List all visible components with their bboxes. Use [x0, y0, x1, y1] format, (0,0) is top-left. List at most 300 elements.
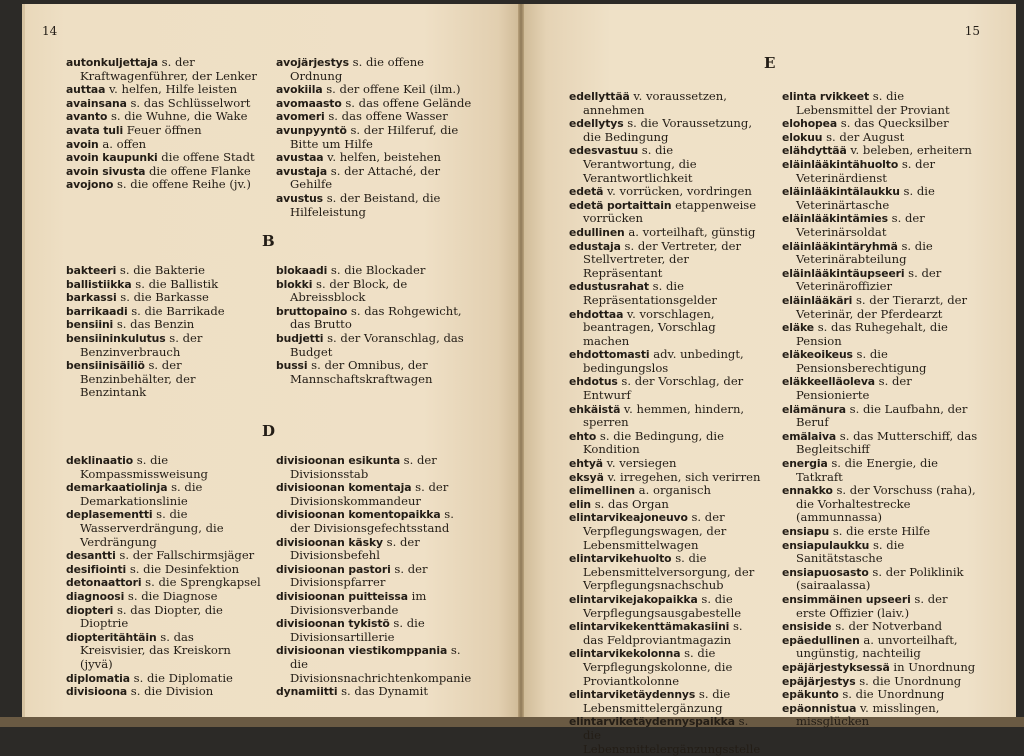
- definition: s. der Verpflegungswagen, der Lebensmittelwagen: [583, 510, 727, 552]
- dictionary-entry: [276, 644, 472, 685]
- dictionary-column: [66, 264, 262, 400]
- headword: bensiini: [66, 318, 114, 332]
- headword: eläinlääkäri: [782, 293, 853, 307]
- definition: s. der offene Keil (ilm.): [322, 82, 461, 97]
- headword: auttaa: [66, 83, 106, 97]
- headword: budjetti: [276, 331, 324, 345]
- headword: ehdotus: [569, 375, 618, 389]
- definition: s. der Benzinverbrauch: [80, 330, 203, 359]
- definition: s. das Dynamit: [337, 684, 428, 699]
- definition: s. das offene Wasser: [324, 109, 448, 124]
- definition: Feuer öffnen: [123, 122, 202, 137]
- headword: edesvastuu: [569, 144, 639, 158]
- section-letter: E: [764, 54, 776, 72]
- headword: elinta rvikkeet: [782, 90, 870, 103]
- headword: elintarvikeajoneuvo: [569, 511, 688, 525]
- headword: ensiapuosasto: [782, 565, 869, 579]
- definition: s. die Verpflegungskolonne, die Proviantkolonne: [583, 646, 733, 688]
- dictionary-entry: [276, 508, 472, 535]
- dictionary-entry: [276, 264, 472, 278]
- dictionary-entry: [276, 454, 472, 481]
- dictionary-entry: [276, 332, 472, 359]
- definition: s. die Energie, die Tatkraft: [796, 456, 939, 484]
- definition: s. die Divisionsartillerie: [290, 616, 425, 644]
- headword: bruttopaino: [276, 304, 348, 318]
- dictionary-entry: [782, 144, 978, 158]
- dictionary-entry: [276, 563, 472, 590]
- definition: s. der Pensionierte: [796, 374, 912, 403]
- definition: s. die Sprengkapsel: [141, 575, 261, 590]
- headword: divisioonan viestikomppania: [276, 644, 448, 658]
- headword: ehtyä: [569, 457, 603, 471]
- dictionary-entry: [66, 563, 262, 577]
- dictionary-entry: [569, 498, 765, 512]
- dictionary-entry: [569, 280, 765, 307]
- definition: s. der Tierarzt, der Veterinär, der Pferdearzt: [796, 292, 968, 321]
- dictionary-entry: [569, 647, 765, 688]
- dictionary-entry: [276, 278, 472, 305]
- headword: edetä portaittain: [569, 198, 672, 212]
- definition: s. der Attaché, der Gehilfe: [290, 163, 441, 192]
- definition: s. die Demarkationslinie: [80, 480, 203, 508]
- dictionary-entry: [569, 375, 765, 402]
- headword: ehdottaa: [569, 307, 624, 321]
- definition: s. die Blockader: [327, 263, 426, 277]
- dictionary-entry: [569, 199, 765, 226]
- headword: ensiapulaukku: [782, 538, 870, 552]
- dictionary-entry: [66, 138, 262, 152]
- dictionary-entry: [569, 185, 765, 199]
- definition: s. die Voraussetzung, die Bedingung: [583, 116, 753, 144]
- headword: diagnoosi: [66, 589, 125, 603]
- dictionary-entry: [66, 151, 262, 165]
- dictionary-entry: [782, 688, 978, 702]
- headword: epäonnistua: [782, 701, 857, 715]
- headword: deplasementti: [66, 508, 153, 522]
- headword: elintarvikehuolto: [569, 552, 672, 566]
- definition: a. vorteilhaft, günstig: [624, 224, 756, 239]
- headword: edustusrahat: [569, 280, 649, 294]
- dictionary-entry: [782, 294, 978, 321]
- headword: diopteri: [66, 603, 114, 617]
- definition: v. voraussetzen, annehmen: [583, 89, 727, 117]
- definition: s. der Vertreter, der Stellvertreter, der Repräsentant: [583, 238, 742, 280]
- headword: ensiapu: [782, 525, 830, 538]
- headword: avainsana: [66, 96, 127, 110]
- dictionary-entry: [782, 457, 978, 484]
- headword: elimellinen: [569, 484, 635, 498]
- definition: v. versiegen: [603, 456, 677, 471]
- dictionary-column: [782, 90, 978, 729]
- definition: s. der Fallschirmsjäger: [115, 548, 255, 563]
- definition: s. der Hilferuf, die Bitte um Hilfe: [290, 122, 459, 151]
- definition: s. das Benzin: [113, 317, 195, 332]
- definition: s. die Diagnose: [124, 588, 218, 603]
- headword: eläkeoikeus: [782, 348, 853, 362]
- headword: deklinaatio: [66, 454, 134, 467]
- headword: eläkkeelläoleva: [782, 375, 875, 389]
- headword: divisioonan pastori: [276, 562, 391, 576]
- headword: diopteritähtäin: [66, 630, 157, 644]
- headword: demarkaatiolinja: [66, 481, 168, 495]
- definition: s. der Vorschlag, der Entwurf: [583, 374, 744, 403]
- definition: s. der Veterinärdienst: [796, 156, 935, 185]
- headword: diplomatia: [66, 671, 130, 685]
- headword: avojärjestys: [276, 56, 349, 69]
- definition: s. der Beistand, die Hilfeleistung: [290, 190, 441, 219]
- page-number-left: 14: [42, 24, 58, 38]
- dictionary-column: [276, 264, 472, 386]
- dictionary-entry: [782, 403, 978, 430]
- headword: avomaasto: [276, 96, 342, 110]
- headword: dynamiitti: [276, 685, 338, 699]
- dictionary-entry: [276, 481, 472, 508]
- dictionary-entry: [276, 617, 472, 644]
- dictionary-entry: [782, 661, 978, 675]
- definition: s. der Divisionskommandeur: [290, 480, 449, 508]
- dictionary-entry: [66, 83, 262, 97]
- section-letter: D: [262, 422, 276, 440]
- definition: v. helfen, Hilfe leisten: [105, 82, 238, 97]
- dictionary-entry: [276, 192, 472, 219]
- headword: elintarvikekenttämakasiini: [569, 620, 730, 634]
- headword: avoin kaupunki: [66, 151, 158, 165]
- dictionary-entry: [66, 454, 262, 481]
- definition: v. vorrücken, vordringen: [603, 184, 752, 199]
- headword: eläke: [782, 321, 815, 335]
- headword: epäkunto: [782, 688, 839, 702]
- headword: divisioonan puitteissa: [276, 589, 408, 603]
- definition: a. unvorteilhaft, ungünstig, nachteilig: [796, 632, 958, 661]
- dictionary-entry: [66, 672, 262, 686]
- dictionary-entry: [66, 124, 262, 138]
- definition: a. offen: [98, 136, 147, 151]
- dictionary-entry: [782, 702, 978, 729]
- definition: s. der Veterinärsoldat: [796, 211, 925, 239]
- headword: desantti: [66, 549, 116, 563]
- dictionary-entry: [782, 484, 978, 525]
- definition: s. das offene Gelände: [341, 95, 472, 110]
- headword: ehkäistä: [569, 402, 621, 416]
- dictionary-entry: [66, 332, 262, 359]
- dictionary-entry: [782, 185, 978, 212]
- headword: elintarviketäydennyspaikka: [569, 715, 735, 729]
- dictionary-entry: [782, 430, 978, 457]
- definition: s. die Bakterie: [116, 263, 206, 277]
- dictionary-entry: [782, 117, 978, 131]
- definition: s. die Repräsentationsgelder: [583, 279, 717, 307]
- headword: avustus: [276, 191, 324, 205]
- dictionary-entry: [782, 593, 978, 620]
- dictionary-entry: [782, 566, 978, 593]
- dictionary-entry: [276, 56, 472, 83]
- definition: v. hemmen, hindern, sperren: [583, 401, 745, 430]
- headword: elin: [569, 497, 592, 511]
- headword: avoin: [66, 137, 99, 151]
- definition: s. das Feldproviantmagazin: [583, 619, 743, 647]
- headword: elokuu: [782, 130, 823, 144]
- book-spine: [518, 4, 524, 719]
- headword: divisioonan tykistö: [276, 617, 390, 631]
- definition: s. die Pensionsberechtigung: [796, 347, 927, 375]
- headword: eksyä: [569, 470, 604, 484]
- headword: edullinen: [569, 225, 625, 239]
- definition: s. die Laufbahn, der Beruf: [796, 401, 968, 430]
- headword: detonaattori: [66, 576, 142, 590]
- headword: emälaiva: [782, 429, 837, 443]
- dictionary-entry: [782, 267, 978, 294]
- definition: s. der Vorschuss (raha), die Vorhaltestrecke (ammunnassa): [796, 483, 976, 525]
- dictionary-entry: [66, 481, 262, 508]
- definition: v. misslingen, missglücken: [796, 700, 940, 729]
- headword: divisioonan esikunta: [276, 454, 400, 467]
- dictionary-entry: [569, 226, 765, 240]
- dictionary-column: [569, 90, 765, 756]
- dictionary-entry: [66, 318, 262, 332]
- dictionary-entry: [782, 525, 978, 539]
- dictionary-entry: [782, 620, 978, 634]
- definition: s. der Veterinäroffizier: [796, 265, 942, 294]
- dictionary-entry: [569, 511, 765, 552]
- dictionary-entry: [66, 291, 262, 305]
- dictionary-entry: [66, 576, 262, 590]
- definition: a. organisch: [635, 483, 711, 498]
- definition: s. die Lebensmittelergänzung: [583, 687, 731, 715]
- definition: s. die Verpflegungsausgabestelle: [583, 591, 742, 620]
- dictionary-entry: [276, 359, 472, 386]
- definition: s. der Omnibus, der Mannschaftskraftwagen: [290, 358, 433, 386]
- definition: s. die Wuhne, die Wake: [107, 109, 248, 124]
- definition: s. der Divisionsbefehl: [290, 534, 420, 563]
- definition: s. der Divisionsstab: [290, 453, 437, 481]
- headword: divisioonan käsky: [276, 535, 383, 549]
- definition: s. die Veterinärtasche: [796, 184, 935, 212]
- headword: autonkuljettaja: [66, 56, 158, 69]
- headword: elähdyttää: [782, 144, 847, 158]
- dictionary-entry: [782, 675, 978, 689]
- dictionary-entry: [782, 539, 978, 566]
- definition: s. die Unordnung: [838, 687, 945, 702]
- definition: s. der August: [822, 129, 905, 144]
- headword: ballistiikka: [66, 277, 132, 291]
- headword: epäjärjestyksessä: [782, 660, 890, 674]
- dictionary-entry: [276, 97, 472, 111]
- dictionary-entry: [66, 508, 262, 549]
- definition: s. der Block, de Abreissblock: [290, 276, 408, 305]
- definition: v. irregehen, sich verirren: [603, 469, 761, 484]
- headword: bakteeri: [66, 264, 117, 277]
- headword: ensiside: [782, 620, 832, 634]
- headword: ensimmäinen upseeri: [782, 592, 911, 606]
- definition: s. die Lebensmittel der Proviant: [796, 89, 950, 117]
- dictionary-entry: [276, 124, 472, 151]
- headword: blokaadi: [276, 264, 328, 277]
- dictionary-entry: [569, 117, 765, 144]
- dictionary-entry: [569, 240, 765, 281]
- headword: elintarvikekolonna: [569, 647, 681, 661]
- dictionary-column: [276, 56, 472, 219]
- definition: s. die Bedingung, die Kondition: [583, 428, 725, 457]
- headword: epäedullinen: [782, 633, 860, 647]
- dictionary-entry: [569, 403, 765, 430]
- headword: desifiointi: [66, 562, 127, 576]
- dictionary-entry: [569, 457, 765, 471]
- definition: etappenweise vorrücken: [583, 197, 757, 226]
- definition: s. der Divisionsgefechtsstand: [290, 507, 454, 535]
- headword: eläinlääkintälaukku: [782, 185, 900, 199]
- headword: avunpyyntö: [276, 123, 347, 137]
- dictionary-entry: [569, 688, 765, 715]
- definition: v. vorschlagen, beantragen, Vorschlag machen: [583, 306, 716, 348]
- section-letter: B: [262, 232, 275, 250]
- definition: s. die Lebensmittelergänzungsstelle: [583, 714, 761, 756]
- headword: edustaja: [569, 239, 621, 253]
- dictionary-entry: [782, 158, 978, 185]
- headword: edellytys: [569, 117, 624, 131]
- headword: ennakko: [782, 484, 833, 498]
- dictionary-entry: [782, 348, 978, 375]
- definition: s. die Divisionsnachrichtenkompanie: [290, 643, 472, 685]
- headword: epäjärjestys: [782, 674, 856, 688]
- definition: s. das Diopter, die Dioptrie: [80, 602, 223, 631]
- headword: edellyttää: [569, 90, 630, 103]
- definition: s. der Notverband: [831, 619, 942, 634]
- definition: s. die offene Ordnung: [290, 55, 425, 83]
- headword: avomeri: [276, 110, 325, 124]
- dictionary-entry: [276, 151, 472, 165]
- definition: s. die Barrikade: [127, 303, 225, 318]
- definition: s. die Sanitätstasche: [796, 537, 905, 566]
- headword: elintarvikejakopaikka: [569, 592, 698, 606]
- definition: s. das Quecksilber: [837, 116, 949, 131]
- definition: adv. unbedingt, bedingungslos: [583, 347, 744, 375]
- definition: s. das Organ: [591, 496, 669, 511]
- headword: divisioona: [66, 685, 128, 699]
- definition: s. der Divisionspfarrer: [290, 561, 428, 590]
- definition: s. das Mutterschiff, das Begleitschiff: [796, 428, 978, 457]
- dictionary-entry: [569, 484, 765, 498]
- definition: s. der Voranschlag, das Budget: [290, 330, 464, 359]
- dictionary-column: [66, 56, 262, 192]
- definition: s. das Rohgewicht, das Brutto: [290, 303, 462, 332]
- headword: eläinlääkintäupseeri: [782, 266, 905, 280]
- dictionary-entry: [569, 348, 765, 375]
- dictionary-entry: [276, 536, 472, 563]
- dictionary-entry: [66, 604, 262, 631]
- definition: s. das Schlüsselwort: [126, 95, 251, 110]
- dictionary-entry: [569, 715, 765, 756]
- dictionary-entry: [66, 165, 262, 179]
- dictionary-column: [66, 454, 262, 699]
- definition: v. beleben, erheitern: [846, 143, 972, 158]
- dictionary-entry: [66, 97, 262, 111]
- dictionary-entry: [569, 308, 765, 349]
- headword: bensiinisäiliö: [66, 359, 145, 373]
- dictionary-entry: [276, 83, 472, 97]
- dictionary-entry: [66, 590, 262, 604]
- dictionary-entry: [66, 359, 262, 400]
- dictionary-entry: [569, 90, 765, 117]
- headword: elämänura: [782, 402, 846, 416]
- definition: s. die Unordnung: [855, 673, 962, 688]
- definition: die offene Flanke: [145, 163, 251, 178]
- headword: avustaja: [276, 164, 328, 178]
- definition: s. die Desinfektion: [126, 561, 240, 576]
- dictionary-entry: [66, 56, 262, 83]
- headword: avojono: [66, 178, 114, 192]
- dictionary-entry: [66, 178, 262, 192]
- dictionary-entry: [66, 549, 262, 563]
- dictionary-entry: [782, 90, 978, 117]
- headword: bussi: [276, 359, 308, 373]
- headword: eläinlääkintäryhmä: [782, 239, 898, 253]
- definition: s. der erste Offizier (laiv.): [796, 591, 948, 620]
- dictionary-entry: [782, 375, 978, 402]
- dictionary-entry: [276, 165, 472, 192]
- dictionary-entry: [569, 593, 765, 620]
- definition: v. helfen, beistehen: [323, 150, 441, 165]
- headword: avanto: [66, 110, 108, 124]
- headword: avoin sivusta: [66, 164, 146, 178]
- definition: s. die Ballistik: [131, 276, 219, 291]
- dictionary-entry: [569, 552, 765, 593]
- headword: barrikaadi: [66, 304, 128, 318]
- dictionary-entry: [276, 685, 472, 699]
- definition: s. der Poliklinik (sairaalassa): [796, 564, 964, 593]
- headword: eläinlääkintämies: [782, 212, 888, 226]
- dictionary-entry: [66, 278, 262, 292]
- dictionary-entry: [782, 240, 978, 267]
- definition: s. die Diplomatie: [129, 670, 233, 685]
- headword: avustaa: [276, 151, 324, 165]
- dictionary-entry: [569, 471, 765, 485]
- definition: s. das Kreisvisier, das Kreiskorn (jyvä): [80, 629, 231, 671]
- dictionary-entry: [66, 685, 262, 699]
- definition: s. die Barkasse: [116, 290, 209, 305]
- dictionary-column: [276, 454, 472, 699]
- dictionary-entry: [276, 305, 472, 332]
- definition: s. der Kraftwagenführer, der Lenker: [80, 55, 257, 83]
- headword: energia: [782, 457, 828, 471]
- definition: im Divisionsverbande: [290, 588, 427, 617]
- dictionary-entry: [66, 264, 262, 278]
- definition: s. die Wasserverdrängung, die Verdrängung: [80, 507, 224, 549]
- dictionary-entry: [276, 110, 472, 124]
- definition: in Unordnung: [889, 659, 976, 674]
- headword: bensiininkulutus: [66, 331, 166, 345]
- headword: ehdottomasti: [569, 348, 650, 362]
- dictionary-entry: [276, 590, 472, 617]
- definition: s. die Division: [127, 684, 214, 699]
- definition: s. die erste Hilfe: [829, 524, 931, 538]
- page-number-right: 15: [964, 24, 980, 38]
- headword: avokiila: [276, 83, 323, 97]
- headword: eläinlääkintähuolto: [782, 157, 899, 171]
- headword: avata tuli: [66, 123, 124, 137]
- dictionary-entry: [782, 321, 978, 348]
- dictionary-entry: [782, 212, 978, 239]
- dictionary-entry: [782, 131, 978, 145]
- definition: s. die Verantwortung, die Verantwortlichkeit: [583, 143, 697, 185]
- definition: s. das Ruhegehalt, die Pension: [796, 320, 948, 348]
- headword: elohopea: [782, 117, 838, 131]
- definition: s. die Kompassmissweisung: [80, 453, 208, 481]
- dictionary-entry: [66, 631, 262, 672]
- headword: edetä: [569, 185, 604, 199]
- dictionary-entry: [782, 634, 978, 661]
- dictionary-entry: [66, 305, 262, 319]
- definition: s. der Benzinbehälter, der Benzintank: [80, 358, 196, 400]
